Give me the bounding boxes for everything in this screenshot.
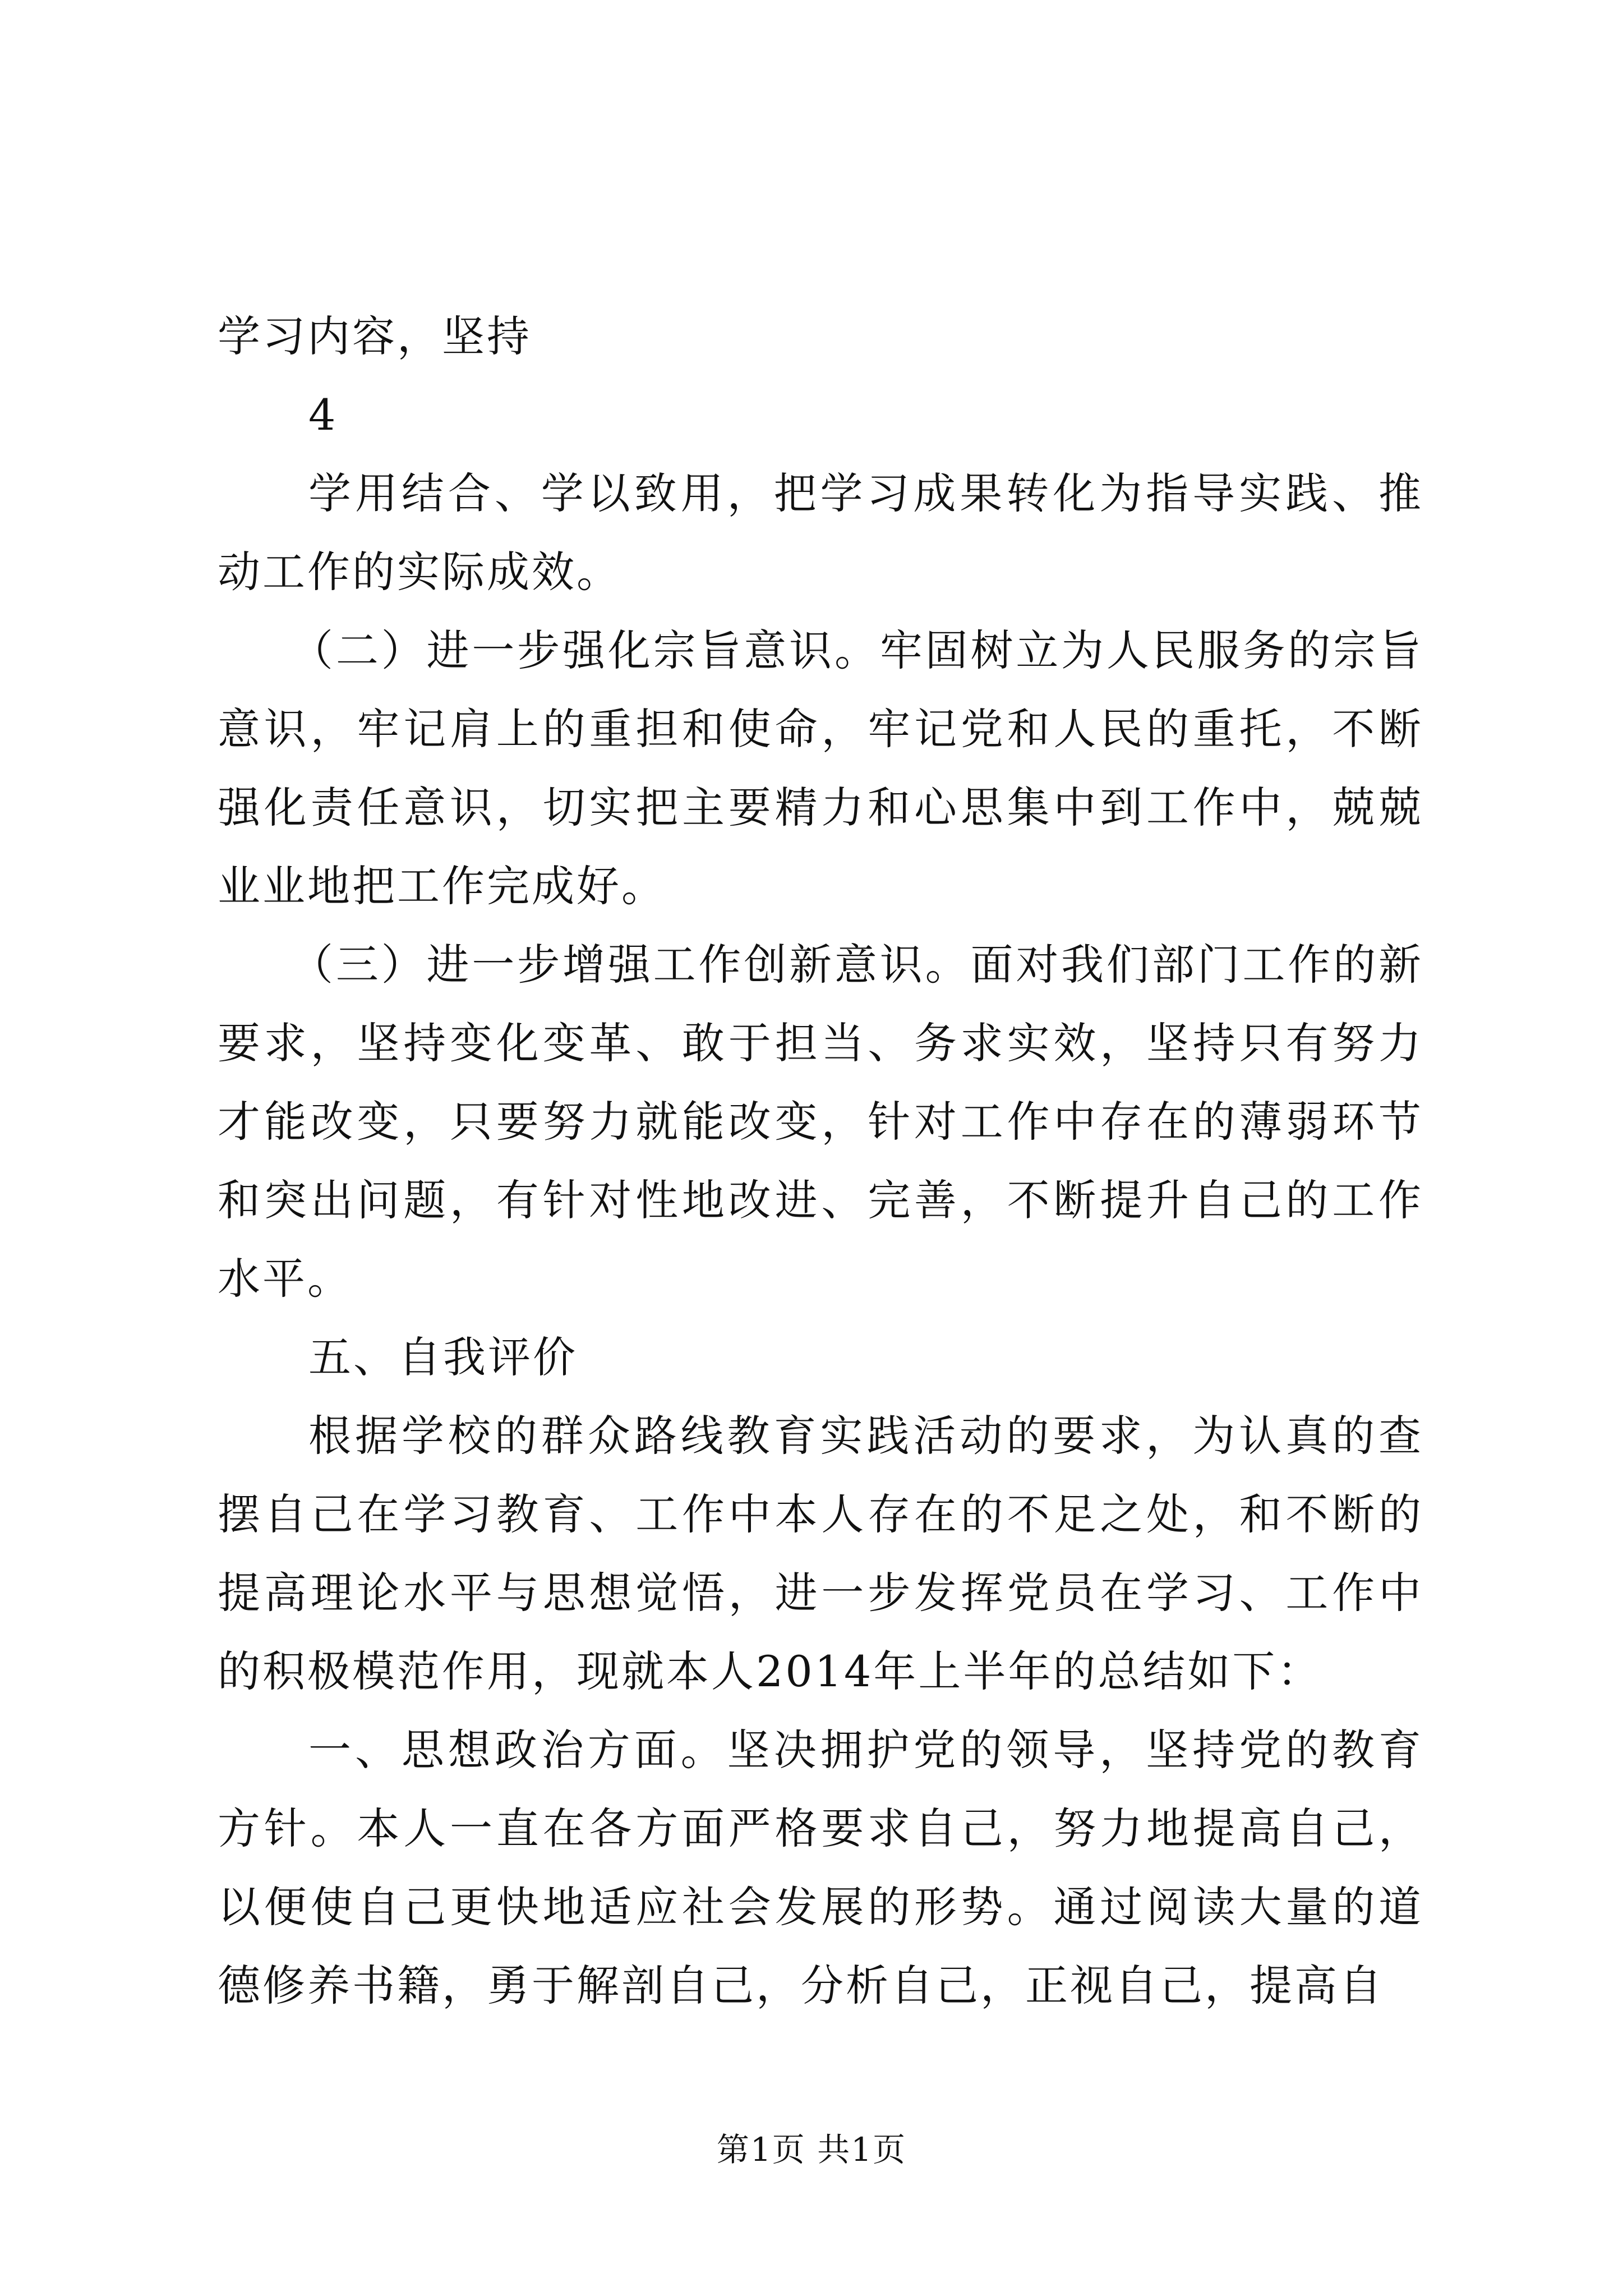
paragraph-evaluation-intro: 根据学校的群众路线教育实践活动的要求，为认真的查摆自己在学习教育、工作中本人存在的不足之处，和不断的提高理论水平与思想觉悟，进一步发挥党员在学习、工作中的积极模范作用，现就本人2014年上半年的总结如下： bbox=[218, 1411, 1423, 1696]
paragraph-study-application: 学用结合、学以致用，把学习成果转化为指导实践、推动工作的实际成效。 bbox=[218, 468, 1423, 597]
page-footer: 第1页 共1页 bbox=[716, 2131, 907, 2169]
paragraph-purpose-awareness: （二）进一步强化宗旨意识。牢固树立为人民服务的宗旨意识，牢记肩上的重担和使命，牢记党和人民的重托，不断强化责任意识，切实把主要精力和心思集中到工作中，兢兢业业地把工作完成好。 bbox=[218, 625, 1423, 911]
section-heading-self-evaluation: 五、自我评价 bbox=[308, 1332, 578, 1382]
paragraph-number: 4 bbox=[308, 390, 338, 440]
paragraph-political-thought: 一、思想政治方面。坚决拥护党的领导，坚持党的教育方针。本人一直在各方面严格要求自己，努力地提高自己，以便使自己更快地适应社会发展的形势。通过阅读大量的道德修养书籍，勇于解剖自己，分析自己，正视自己，提高自 bbox=[218, 1725, 1423, 2010]
document-body bbox=[218, 297, 1423, 2025]
paragraph-study-content: 学习内容，坚持 bbox=[218, 311, 532, 361]
paragraph-innovation-awareness: （三）进一步增强工作创新意识。面对我们部门工作的新要求，坚持变化变革、敢于担当、务求实效，坚持只有努力才能改变，只要努力就能改变，针对工作中存在的薄弱环节和突出问题，有针对性地改进、完善，不断提升自己的工作水平。 bbox=[218, 940, 1423, 1304]
